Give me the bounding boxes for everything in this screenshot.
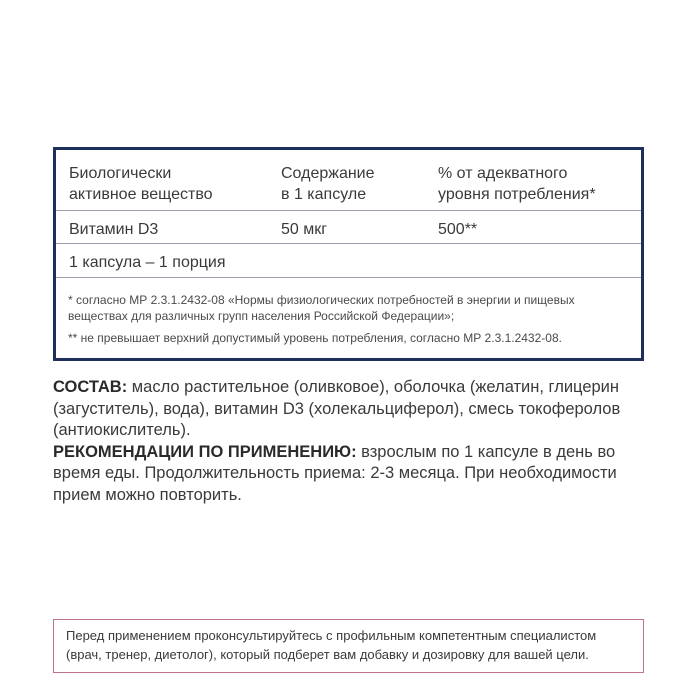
header-substance: Биологически активное вещество: [69, 165, 213, 203]
usage-label: РЕКОМЕНДАЦИИ ПО ПРИМЕНЕНИЮ:: [53, 442, 357, 461]
table-header-row: [56, 150, 641, 211]
composition-line-3: (антиокислитель).: [53, 421, 191, 439]
footnote-1-line-1: * согласно МР 2.3.1.2432-08 «Нормы физиологических потребностей в энергии и пищевых: [68, 293, 575, 307]
header-percent: % от адекватного уровня потребления*: [438, 165, 596, 203]
footnote-2: ** не превышает верхний допустимый уровень потребления, согласно МР 2.3.1.2432-08.: [68, 331, 562, 345]
warning-line-2: (врач, тренер, диетолог), который подберет вам добавку и дозировку для вашей цели.: [66, 647, 589, 662]
consultation-warning: [53, 619, 644, 673]
composition-label: СОСТАВ:: [53, 378, 128, 396]
usage-line-3: прием можно повторить.: [53, 485, 242, 504]
composition-block: [53, 377, 653, 506]
composition-line-1: [53, 377, 653, 399]
table-row: [56, 211, 641, 244]
usage-text-1: взрослым по 1 капсуле в день во: [356, 442, 616, 461]
row-substance: Витамин D3: [69, 221, 159, 238]
serving-text: 1 капсула – 1 порция: [69, 254, 226, 271]
nutrition-table: [53, 147, 644, 361]
serving-row: [56, 244, 641, 278]
usage-line-1: [53, 442, 653, 464]
row-percent: 500**: [438, 221, 478, 238]
row-content: 50 мкг: [281, 221, 328, 238]
composition-line-2: (загуститель), вода), витамин D3 (холекальциферол), смесь токоферолов: [53, 399, 621, 418]
usage-line-2: время еды. Продолжительность приема: 2-3 месяца. При необходимости: [53, 464, 617, 482]
footnote-1-line-2: веществах для различных групп населения Российской Федерации»;: [68, 309, 455, 323]
composition-text-1: масло растительное (оливковое), оболочка (желатин, глицерин: [127, 378, 620, 396]
header-content: Содержание в 1 капсуле: [281, 165, 375, 203]
warning-line-1: Перед применением проконсультируйтесь с профильным компетентным специалистом: [66, 628, 597, 643]
